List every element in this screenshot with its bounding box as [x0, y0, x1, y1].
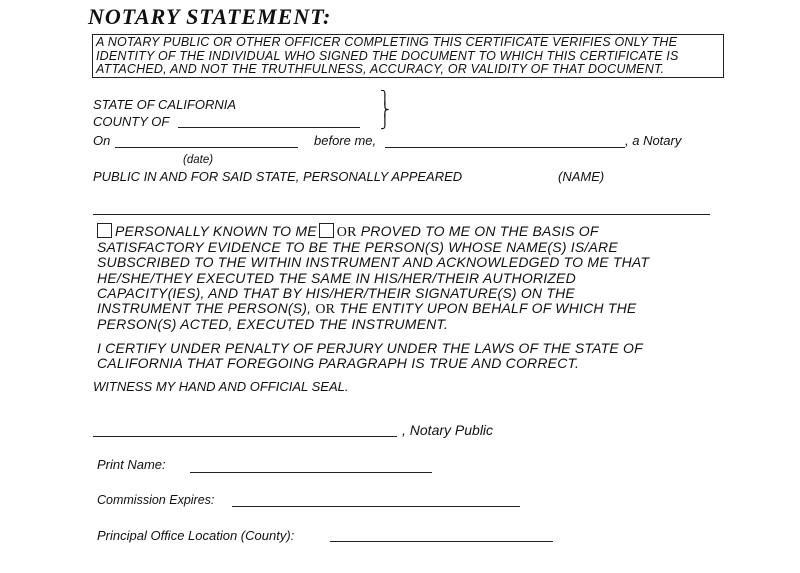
- a-notary-label: , a Notary: [625, 133, 682, 148]
- paragraph-line: SATISFACTORY EVIDENCE TO BE THE PERSON(S) WHOSE NAME(S) IS/ARE: [97, 239, 618, 256]
- commission-expires-label: Commission Expires:: [97, 493, 215, 507]
- personally-known-label: PERSONALLY KNOWN TO ME: [115, 223, 317, 239]
- notary-signature-field[interactable]: [93, 436, 397, 437]
- date-field[interactable]: [115, 147, 298, 148]
- notice-line: ATTACHED, AND NOT THE TRUTHFULNESS, ACCURACY, OR VALIDITY OF THAT DOCUMENT.: [96, 62, 665, 76]
- certify-line: I CERTIFY UNDER PENALTY OF PERJURY UNDER THE LAWS OF THE STATE OF: [97, 340, 643, 356]
- notice-line: A NOTARY PUBLIC OR OTHER OFFICER COMPLETING THIS CERTIFICATE VERIFIES ONLY THE: [96, 35, 678, 49]
- certify-line: CALIFORNIA THAT FOREGOING PARAGRAPH IS TRUE AND CORRECT.: [97, 355, 580, 372]
- page-title: NOTARY STATEMENT:: [88, 4, 332, 29]
- venue-brace: ⎫ ⎬ ⎭: [380, 90, 390, 129]
- principal-office-label: Principal Office Location (County):: [97, 528, 295, 543]
- or-word: OR: [315, 302, 336, 318]
- county-label: COUNTY OF: [93, 114, 170, 129]
- notary-notice-box: [92, 34, 724, 78]
- notice-line: IDENTITY OF THE INDIVIDUAL WHO SIGNED THE DOCUMENT TO WHICH THIS CERTIFICATE IS: [96, 48, 679, 63]
- paragraph-line: HE/SHE/THEY EXECUTED THE SAME IN HIS/HER/THEIR AUTHORIZED: [97, 269, 576, 286]
- principal-office-field[interactable]: [330, 541, 553, 542]
- public-statement: PUBLIC IN AND FOR SAID STATE, PERSONALLY APPEARED: [93, 169, 463, 184]
- commission-expires-field[interactable]: [232, 506, 520, 507]
- on-label: On: [93, 133, 111, 148]
- or-word: OR: [336, 225, 357, 240]
- paragraph-line: INSTRUMENT THE PERSON(S), OR THE ENTITY UPON BEHALF OF WHICH THE: [97, 300, 637, 318]
- paragraph-line: CAPACITY(IES), AND THAT BY HIS/HER/THEIR SIGNATURE(S) ON THE: [97, 284, 575, 301]
- certify-paragraph: [97, 341, 643, 371]
- witness-statement: WITNESS MY HAND AND OFFICIAL SEAL.: [93, 379, 349, 394]
- state-label: STATE OF CALIFORNIA: [93, 97, 237, 112]
- print-name-field[interactable]: [190, 472, 432, 473]
- date-caption: (date): [183, 154, 214, 166]
- paragraph-line: SUBSCRIBED TO THE WITHIN INSTRUMENT AND ACKNOWLEDGED TO ME THAT: [97, 254, 650, 271]
- proved-label: PROVED TO ME ON THE BASIS OF: [356, 223, 599, 239]
- notary-name-field[interactable]: [385, 147, 625, 148]
- name-caption: (NAME): [558, 169, 605, 184]
- before-me-label: before me,: [314, 133, 377, 148]
- acknowledgment-paragraph: [97, 223, 649, 332]
- proved-checkbox[interactable]: [319, 223, 334, 238]
- print-name-label: Print Name:: [97, 457, 166, 472]
- personally-known-checkbox[interactable]: [97, 223, 112, 238]
- appeared-name-field[interactable]: [93, 214, 710, 215]
- notary-public-label: , Notary Public: [402, 422, 494, 438]
- county-field[interactable]: [178, 127, 360, 128]
- paragraph-line: PERSON(S) ACTED, EXECUTED THE INSTRUMENT.: [97, 316, 448, 333]
